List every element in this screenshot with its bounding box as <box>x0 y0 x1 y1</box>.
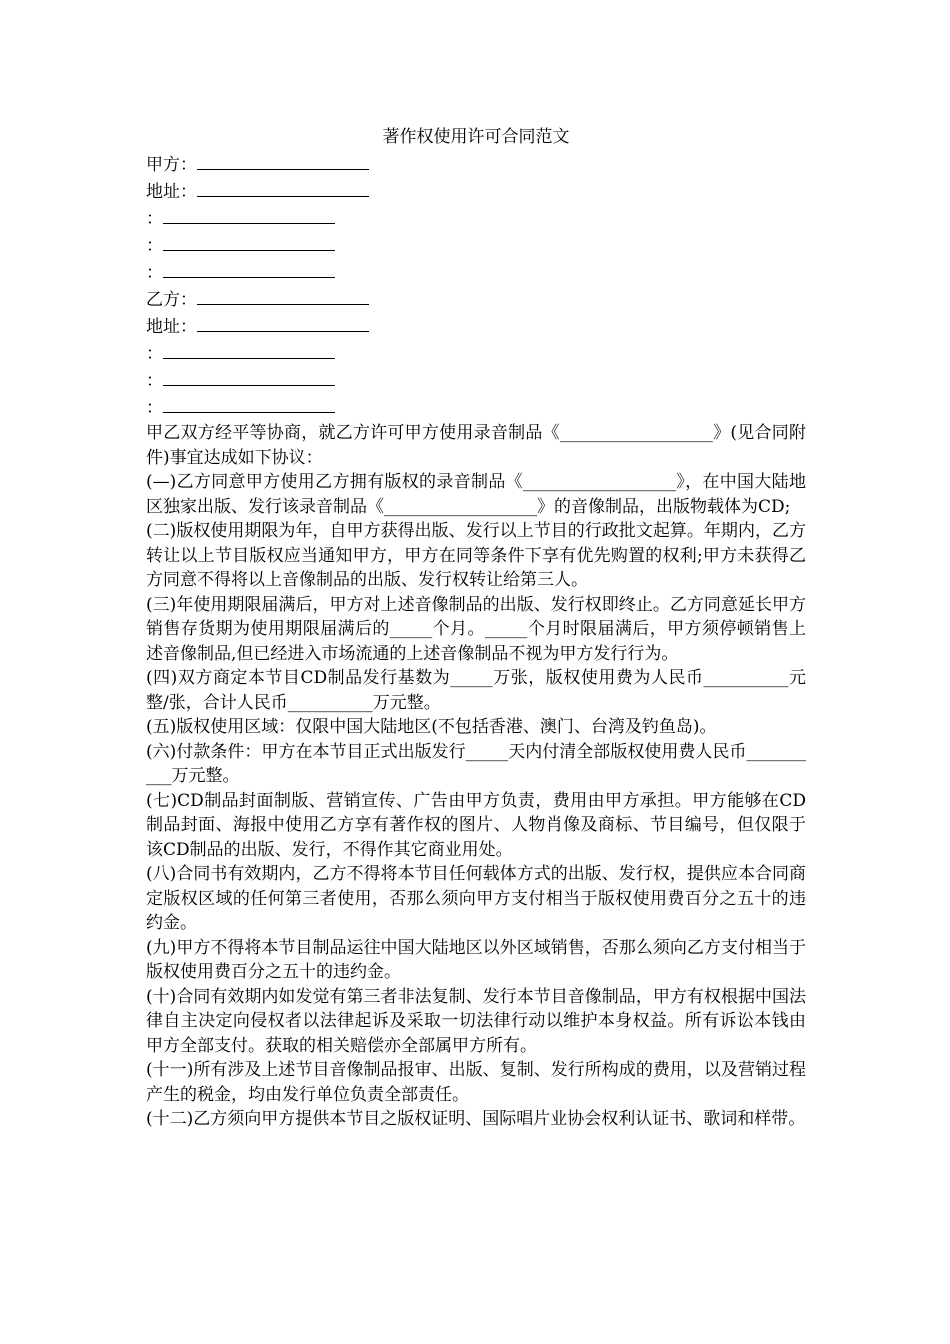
party-a-address-line <box>146 178 806 205</box>
party-b-blank-line-2 <box>146 367 806 394</box>
party-a-colon-3: ： <box>146 263 163 283</box>
party-b-label: 乙方： <box>146 290 197 310</box>
clause-6: (六)付款条件：甲方在本节目正式出版发行_____天内付清全部版权使用费人民币__________万元整。 <box>146 741 806 786</box>
party-a-blank-2 <box>163 232 335 251</box>
party-a-label: 甲方： <box>146 155 197 175</box>
party-b-blank-line-3 <box>146 394 806 421</box>
party-b-blank-2 <box>163 367 335 386</box>
party-b-name-line <box>146 286 806 313</box>
party-b-address-label: 地址： <box>146 317 197 337</box>
party-a-blank-1 <box>163 205 335 224</box>
party-a-colon-2: ： <box>146 236 163 256</box>
party-b-address-line <box>146 313 806 340</box>
party-a-name-line <box>146 151 806 178</box>
party-a-blank-line-3 <box>146 259 806 286</box>
party-a-address-label: 地址： <box>146 182 197 202</box>
clause-8: (八)合同书有效期内，乙方不得将本节目任何载体方式的出版、发行权，提供应本合同商定版权区域的任何第三者使用，否那么须向甲方支付相当于版权使用费百分之五十的违约金。 <box>146 864 806 933</box>
party-b-name-blank <box>197 286 369 305</box>
clause-12: (十二)乙方须向甲方提供本节目之版权证明、国际唱片业协会权利认证书、歌词和样带。 <box>146 1109 806 1129</box>
clause-9: (九)甲方不得将本节目制品运往中国大陆地区以外区域销售，否那么须向乙方支付相当于版权使用费百分之五十的违约金。 <box>146 937 806 982</box>
party-a-colon-1: ： <box>146 209 163 229</box>
clause-5: (五)版权使用区域：仅限中国大陆地区(不包括香港、澳门、台湾及钓鱼岛)。 <box>146 717 717 737</box>
party-b-colon-3: ： <box>146 398 163 418</box>
clause-4: (四)双方商定本节目CD制品发行基数为_____万张，版权使用费为人民币__________元整/张，合计人民币__________万元整。 <box>146 668 806 713</box>
clause-2: (二)版权使用期限为年，自甲方获得出版、发行以上节目的行政批文起算。年期内，乙方转让以上节目版权应当通知甲方，甲方在同等条件下享有优先购置的权利;甲方未获得乙方同意不得将以上音像制品的出版、发行权转让给第三人。 <box>146 521 806 590</box>
party-a-blank-line-2 <box>146 232 806 259</box>
document-page <box>146 125 806 1132</box>
party-a-blank-line-1 <box>146 205 806 232</box>
party-a-address-blank <box>197 178 369 197</box>
clause-10: (十)合同有效期内如发觉有第三者非法复制、发行本节目音像制品，甲方有权根据中国法律自主决定向侵权者以法律起诉及采取一切法律行动以维护本身权益。所有诉讼本钱由甲方全部支付。获取的相关赔偿亦全部属甲方所有。 <box>146 986 806 1056</box>
party-a-name-blank <box>197 151 369 170</box>
clause-7: (七)CD制品封面制版、营销宣传、广告由甲方负责，费用由甲方承担。甲方能够在CD制品封面、海报中使用乙方享有著作权的图片、人物肖像及商标、节目编号，但仅限于该CD制品的出版、发行，不得作其它商业用处。 <box>146 790 806 860</box>
party-b-blank-line-1 <box>146 340 806 367</box>
party-b-address-blank <box>197 313 369 332</box>
party-b-colon-1: ： <box>146 344 163 364</box>
intro-paragraph: 甲乙双方经平等协商，就乙方许可甲方使用录音制品《__________________》(见合同附件)事宜达成如下协议： <box>146 423 806 468</box>
party-b-colon-2: ： <box>146 371 163 391</box>
document-title: 著作权使用许可合同范文 <box>382 127 570 147</box>
clause-11: (十一)所有涉及上述节目音像制品报审、出版、复制、发行所构成的费用，以及营销过程产生的税金，均由发行单位负责全部责任。 <box>146 1060 806 1105</box>
party-b-blank-3 <box>163 394 335 413</box>
clause-1: (—)乙方同意甲方使用乙方拥有版权的录音制品《__________________》，在中国大陆地区独家出版、发行该录音制品《__________________》的音像制品，出版物载体为CD; <box>146 472 806 517</box>
clause-3: (三)年使用期限届满后，甲方对上述音像制品的出版、发行权即终止。乙方同意延长甲方销售存货期为使用期限届满后的_____个月。_____个月时限届满后，甲方须停顿销售上述音像制品,但已经进入市场流通的上述音像制品不视为甲方发行行为。 <box>146 594 806 664</box>
party-b-blank-1 <box>163 340 335 359</box>
party-a-blank-3 <box>163 259 335 278</box>
